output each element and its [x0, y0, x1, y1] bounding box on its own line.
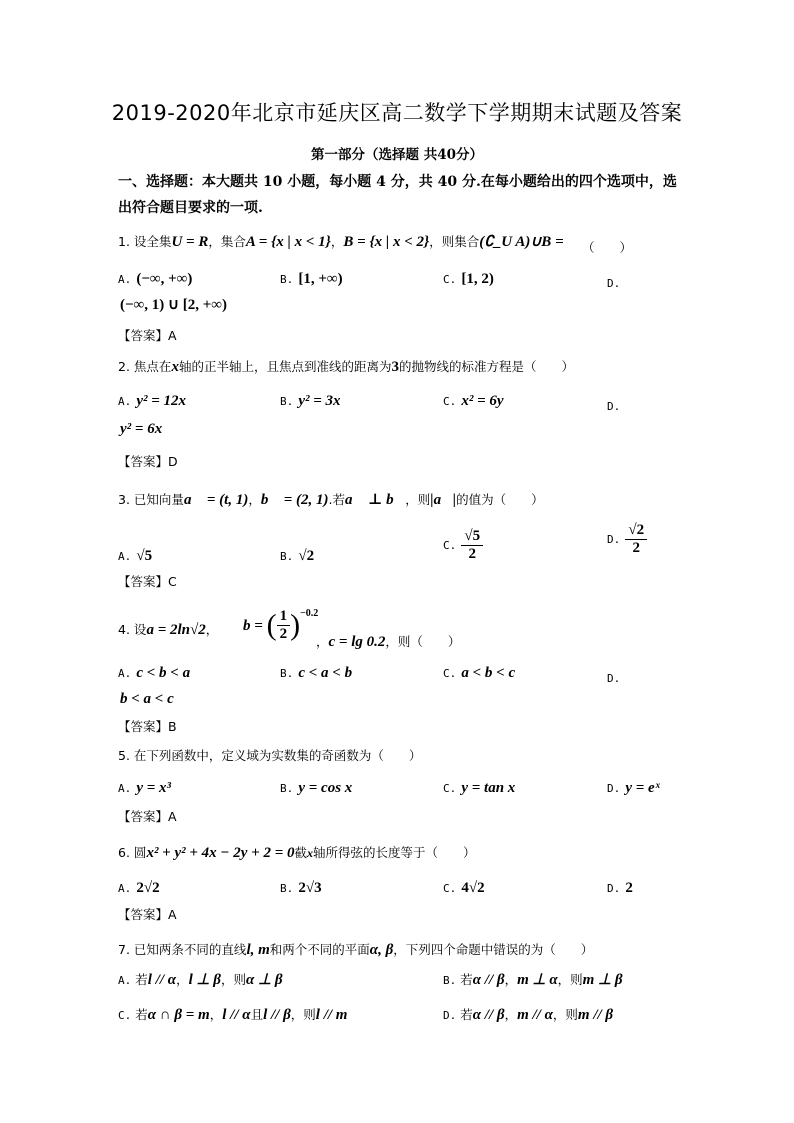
option-d-value: (−∞, 1) ∪ [2, +∞): [120, 297, 227, 313]
option-label: C.: [443, 667, 457, 680]
option-label: D.: [607, 782, 621, 795]
stem-text: 若: [135, 1007, 148, 1022]
option-value: y = tan x: [461, 780, 516, 796]
question-4-stem: [118, 620, 218, 639]
option-value: y = eˣ: [625, 780, 660, 796]
option-d: [607, 667, 620, 686]
option-value: x² = 6y: [461, 393, 504, 409]
option-label: A.: [118, 273, 132, 286]
option-c: [443, 268, 494, 288]
numerator: √2: [625, 522, 647, 540]
option-label: B.: [443, 974, 457, 987]
math-expr: b =: [243, 618, 267, 634]
option-label: C.: [443, 882, 457, 895]
math-expr: α // β: [472, 972, 505, 988]
option-value: √5: [136, 548, 153, 564]
stem-text: 设: [133, 622, 147, 637]
answer-prefix: 【答案】: [118, 454, 169, 469]
option-label: D.: [443, 1009, 457, 1022]
option-label: D.: [607, 400, 621, 413]
option-value: c < a < b: [298, 665, 353, 681]
stem-text: 截: [294, 845, 308, 860]
option-a: [118, 662, 190, 682]
answer-value: B: [168, 719, 177, 734]
answer-6: [118, 905, 177, 923]
math-expr: 3: [391, 359, 399, 375]
math-expr: m ⊥ α: [517, 972, 558, 988]
option-b: [280, 268, 343, 288]
stem-text: ，: [209, 1007, 223, 1022]
stem-text: ，则: [557, 972, 583, 987]
option-b: [443, 970, 623, 989]
left-paren: (: [266, 608, 277, 642]
stem-text: ，下列四个命题中错误的为（ ）: [393, 942, 594, 957]
option-value: [1, +∞): [298, 271, 343, 287]
option-b: [280, 877, 322, 897]
numerator: √5: [461, 528, 483, 546]
question-3-stem: [118, 490, 544, 509]
math-expr: α ⊥ β: [246, 972, 283, 988]
math-expr: a⃗ = (t, 1): [183, 492, 249, 508]
option-value: 2: [625, 880, 633, 896]
stem-text: 设全集: [133, 234, 172, 249]
question-number: 3.: [118, 492, 130, 507]
option-label: C.: [443, 782, 457, 795]
option-label: B.: [280, 882, 294, 895]
math-expr: A = {x | x < 1}: [245, 234, 331, 250]
option-b: [280, 390, 341, 410]
stem-text: ，则: [405, 492, 431, 507]
option-a: [118, 390, 186, 410]
math-expr: α, β: [369, 942, 394, 958]
option-label: A.: [118, 667, 132, 680]
option-label: A.: [118, 974, 132, 987]
option-c: [443, 662, 515, 682]
stem-text: 的抛物线的标准方程是（ ）: [398, 359, 574, 374]
answer-value: C: [168, 574, 177, 589]
stem-text: 已知向量: [133, 492, 184, 507]
question-2-stem: [118, 357, 574, 376]
option-label: C.: [118, 1009, 132, 1022]
option-label: D.: [607, 533, 621, 546]
stem-text: ，: [330, 234, 344, 249]
math-expr: (∁_U A)∪B =: [479, 234, 564, 250]
option-label: B.: [280, 550, 294, 563]
option-c: [443, 390, 504, 410]
math-expr: l // β: [263, 1007, 291, 1023]
stem-text: 且: [250, 1007, 264, 1022]
math-expr: l // m: [315, 1007, 348, 1023]
math-expr: α // β: [472, 1007, 505, 1023]
option-a: [118, 877, 160, 897]
option-value: a < b < c: [461, 665, 516, 681]
option-d: [607, 877, 633, 897]
option-a: [118, 970, 283, 989]
option-label: B.: [280, 273, 294, 286]
math-expr: U = R: [171, 234, 209, 250]
math-expr: b⃗ = (2, 1): [260, 492, 329, 508]
option-c: [443, 528, 483, 563]
answer-value: A: [168, 328, 177, 343]
stem-text: 和两个不同的平面: [269, 942, 370, 957]
option-value: [1, 2): [461, 271, 494, 287]
option-value: 2√2: [136, 880, 160, 896]
math-expr: α ∩ β = m: [147, 1007, 210, 1023]
denominator: 2: [279, 626, 288, 642]
option-label: D.: [607, 672, 621, 685]
math-expr: a = 2ln√2: [146, 622, 206, 638]
option-value: 4√2: [461, 880, 485, 896]
option-d: [607, 395, 620, 414]
option-label: A.: [118, 882, 132, 895]
part-heading: 第一部分（选择题 共40分）: [311, 147, 483, 163]
option-label: A.: [118, 550, 132, 563]
stem-text: ，则: [221, 972, 247, 987]
math-expr: x: [171, 359, 179, 375]
option-a: [118, 268, 192, 288]
answer-1: [118, 326, 177, 344]
right-paren: ): [290, 608, 301, 642]
answer-3: [118, 572, 177, 590]
b-expression: [243, 608, 318, 643]
answer-prefix: 【答案】: [118, 719, 169, 734]
stem-text: ，则（ ）: [385, 634, 461, 649]
fraction: [277, 608, 291, 643]
stem-text: ，: [205, 622, 219, 637]
stem-text: ，则集合: [429, 234, 480, 249]
option-b: [280, 545, 314, 565]
answer-blank: （ ）: [582, 240, 633, 255]
option-d: [607, 522, 647, 557]
denominator: 2: [468, 546, 476, 562]
option-d-value: b < a < c: [120, 691, 174, 707]
stem-text: 焦点在: [133, 359, 172, 374]
stem-text: ，: [504, 972, 518, 987]
document-title: 2019-2020年北京市延庆区高二数学下学期期末试题及答案: [111, 101, 683, 125]
stem-text: ，则: [290, 1007, 316, 1022]
option-b: [280, 662, 352, 682]
math-expr: a⃗ ⊥ b⃗: [345, 492, 406, 508]
question-number: 6.: [118, 845, 130, 860]
option-value: √2: [298, 548, 315, 564]
answer-4: [118, 717, 177, 735]
denominator: 2: [632, 540, 640, 556]
option-value: (−∞, +∞): [136, 271, 193, 287]
option-label: B.: [280, 782, 294, 795]
option-d: [607, 272, 620, 291]
math-expr: x: [307, 846, 314, 860]
option-label: A.: [118, 395, 132, 408]
exponent: −0.2: [300, 608, 319, 619]
math-expr: m // α: [517, 1007, 553, 1023]
option-label: C.: [443, 395, 457, 408]
math-expr: c = lg 0.2: [328, 634, 386, 650]
stem-text: 在下列函数中，定义域为实数集的奇函数为（ ）: [133, 748, 422, 763]
stem-text: ，: [316, 634, 329, 649]
option-value: y = x³: [136, 780, 172, 796]
question-4-stem-tail: [316, 632, 460, 651]
stem-text: ，则: [552, 1007, 578, 1022]
question-7-stem: [118, 940, 593, 959]
stem-text: 已知两条不同的直线: [133, 942, 247, 957]
answer-2: [118, 452, 178, 470]
option-label: B.: [280, 395, 294, 408]
stem-text: ，: [504, 1007, 518, 1022]
math-expr: l ⊥ β: [188, 972, 221, 988]
question-number: 4.: [118, 622, 130, 637]
option-b: [280, 777, 352, 797]
option-label: C.: [443, 273, 457, 286]
option-value: y² = 3x: [298, 393, 341, 409]
option-value: 2√3: [298, 880, 322, 896]
section-heading: 一、选择题：本大题共 10 小题，每小题 4 分，共 40 分.在每小题给出的四个选项中，选出符合题目要求的一项.: [118, 174, 677, 216]
stem-text: 轴的正半轴上，且焦点到准线的距离为: [178, 359, 392, 374]
stem-text: .若: [328, 492, 346, 507]
fraction: [625, 522, 647, 557]
answer-value: A: [168, 809, 177, 824]
math-expr: x² + y² + 4x − 2y + 2 = 0: [146, 845, 295, 861]
answer-prefix: 【答案】: [118, 574, 169, 589]
answer-prefix: 【答案】: [118, 328, 169, 343]
question-6-stem: [118, 843, 476, 862]
answer-value: D: [168, 454, 178, 469]
option-value: c < b < a: [136, 665, 191, 681]
stem-text: 轴所得弦的长度等于（ ）: [313, 845, 476, 860]
option-a: [118, 545, 152, 565]
fraction: [461, 528, 483, 563]
answer-value: A: [168, 907, 177, 922]
stem-text: 若: [460, 972, 473, 987]
question-number: 1.: [118, 234, 130, 249]
answer-prefix: 【答案】: [118, 809, 169, 824]
question-number: 5.: [118, 748, 130, 763]
math-expr: |a⃗|: [430, 492, 457, 508]
option-a: [118, 777, 171, 797]
question-5-stem: [118, 746, 421, 764]
math-expr: B = {x | x < 2}: [343, 234, 430, 250]
option-c: [118, 1005, 347, 1024]
stem-text: ，: [176, 972, 189, 987]
option-d-value: y² = 6x: [120, 421, 163, 437]
stem-text: 若: [460, 1007, 473, 1022]
math-expr: l, m: [246, 942, 270, 958]
option-d: [607, 777, 660, 797]
option-label: A.: [118, 782, 132, 795]
math-expr: l // α: [147, 972, 177, 988]
math-expr: m // β: [577, 1007, 614, 1023]
option-value: y = cos x: [298, 780, 353, 796]
stem-text: 若: [135, 972, 148, 987]
option-label: D.: [607, 277, 621, 290]
option-d: [443, 1005, 613, 1024]
question-1-stem: [118, 232, 564, 251]
option-c: [443, 877, 485, 897]
answer-5: [118, 807, 177, 825]
math-expr: m ⊥ β: [582, 972, 623, 988]
option-label: B.: [280, 667, 294, 680]
stem-text: ，: [248, 492, 261, 507]
answer-prefix: 【答案】: [118, 907, 169, 922]
stem-text: 的值为（ ）: [456, 492, 544, 507]
question-number: 7.: [118, 942, 130, 957]
option-label: C.: [443, 539, 457, 552]
stem-text: 圆: [133, 845, 147, 860]
option-c: [443, 777, 515, 797]
stem-text: ，集合: [208, 234, 246, 249]
numerator: 1: [277, 608, 291, 626]
math-expr: l // α: [222, 1007, 251, 1023]
question-number: 2.: [118, 359, 130, 374]
option-value: y² = 12x: [136, 393, 187, 409]
option-label: D.: [607, 882, 621, 895]
